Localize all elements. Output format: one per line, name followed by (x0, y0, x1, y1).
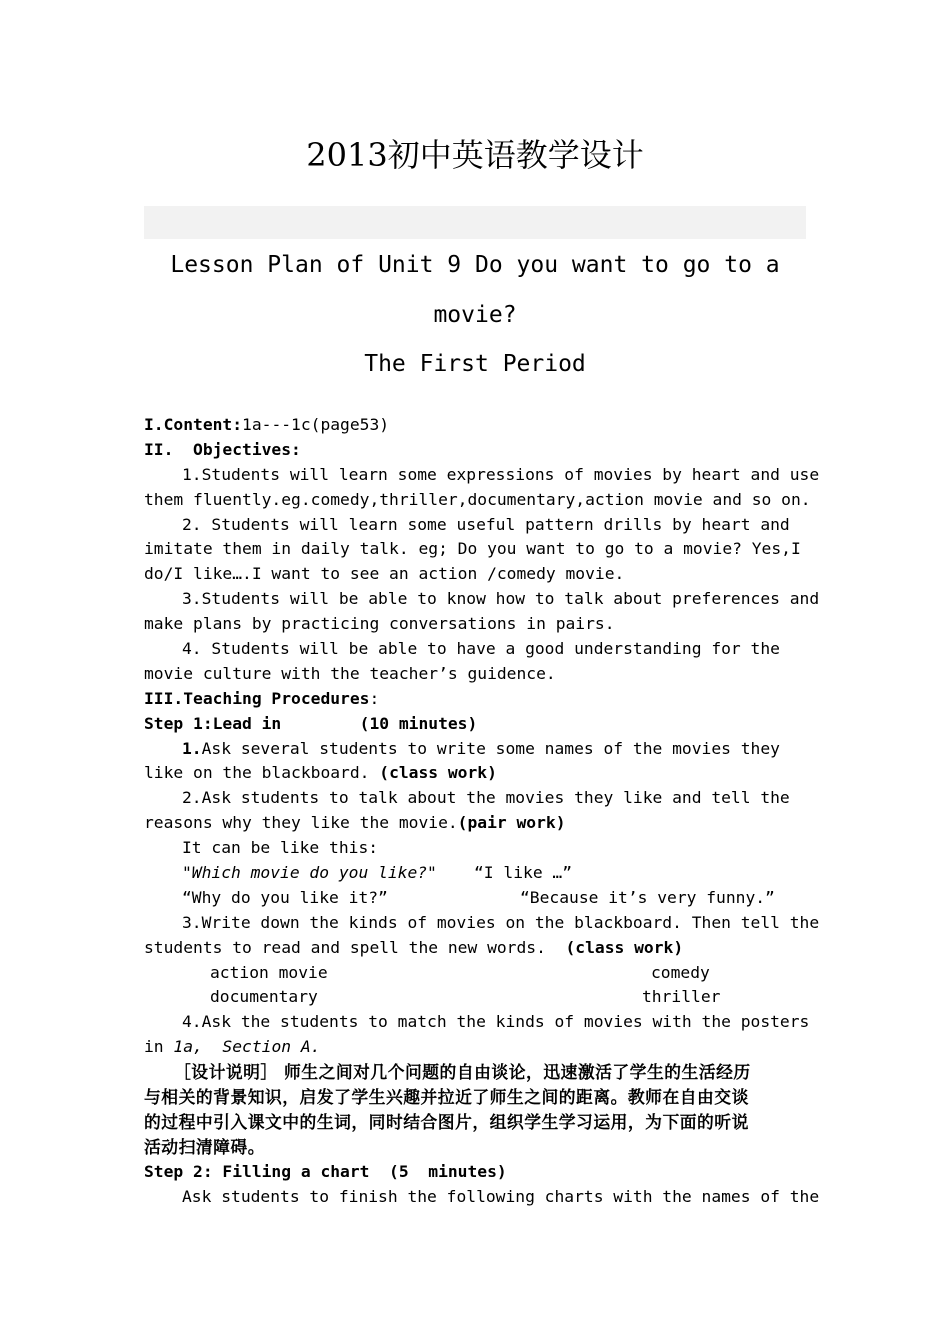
design-note-line-1: ［设计说明］ 师生之间对几个问题的自由谈论，迅速激活了学生的生活经历 (174, 1062, 751, 1083)
step-1-item-2-text: reasons why they like the movie. (144, 813, 458, 833)
objective-4-line-2: movie culture with the teacher’s guidence. (144, 663, 556, 683)
objective-3-line-2: make plans by practicing conversations in pairs. (144, 614, 615, 634)
step-1-item-1-text: Ask several students to write some names of the movies they (201, 738, 780, 758)
step-1-item-2-line-1: 2.Ask students to talk about the movies they like and tell the (182, 788, 790, 808)
objective-2-line-3: do/I like….I want to see an action /comedy movie. (144, 564, 625, 584)
document-title: 2013初中英语教学设计 (306, 136, 644, 174)
pair-work-tag: (pair work) (457, 813, 566, 833)
lesson-title-line-1: Lesson Plan of Unit 9 Do you want to go to a (170, 252, 780, 278)
step-1-item-3-line-2 (144, 936, 806, 961)
lesson-title-line-2: movie? (433, 302, 517, 328)
design-note-line-2: 与相关的背景知识，启发了学生兴趣并拉近了师生之间的距离。教师在自由交谈 (144, 1087, 749, 1108)
step-1-item-3-line-1: 3.Write down the kinds of movies on the blackboard. Then tell the (182, 912, 820, 932)
objective-3-line-1: 3.Students will be able to know how to talk about preferences and (182, 589, 820, 609)
step-2-heading: Step 2: Filling a chart (5 minutes) (144, 1161, 507, 1181)
movie-kind-action: action movie (210, 962, 328, 982)
procedures-heading-line (144, 687, 806, 712)
dialog-2-answer: “Because it’s very funny.” (520, 887, 775, 907)
step-1-item-3-text: students to read and spell the new words. (144, 937, 566, 957)
movie-kinds-row-1 (144, 961, 806, 986)
dialog-2-question: “Why do you like it?” (182, 887, 388, 907)
dialog-1-question: "Which movie do you like?" (182, 863, 437, 883)
objective-2-line-2: imitate them in daily talk. eg; Do you want to go to a movie? Yes,I (144, 539, 801, 559)
step-1-item-1-text-2: like on the blackboard. (144, 763, 380, 783)
example-intro: It can be like this: (182, 838, 379, 858)
shaded-divider (144, 206, 806, 239)
design-note-line-3: 的过程中引入课文中的生词，同时结合图片，组织学生学习运用，为下面的听说 (144, 1111, 749, 1132)
objective-1-line-2: them fluently.eg.comedy,thriller,documentary,action movie and so on. (144, 489, 811, 509)
movie-kind-comedy: comedy (651, 962, 710, 982)
dialog-line-1 (144, 861, 806, 886)
step-1-item-1-line-2 (144, 761, 806, 786)
step-1-heading: Step 1:Lead in (10 minutes) (144, 713, 478, 733)
class-work-tag: (class work) (379, 763, 497, 783)
movie-kind-thriller: thriller (642, 987, 721, 1007)
step-1-item-4-line-2 (144, 1035, 806, 1060)
section-reference: 1a, Section A. (173, 1037, 321, 1057)
design-note-line-4: 活动扫清障碍。 (144, 1136, 265, 1157)
movie-kind-documentary: documentary (210, 987, 318, 1007)
movie-kinds-row-2 (144, 985, 806, 1010)
procedures-colon: : (369, 688, 380, 708)
step-1-item-4-text: in (144, 1037, 174, 1057)
objective-2-line-1: 2. Students will learn some useful pattern drills by heart and (182, 514, 790, 534)
dialog-line-2 (144, 886, 806, 911)
step-2-line-1: Ask students to finish the following charts with the names of the (182, 1186, 820, 1206)
step-1-item-1-line-1 (144, 737, 806, 762)
content-line (144, 413, 806, 438)
objective-4-line-1: 4. Students will be able to have a good understanding for the (182, 639, 780, 659)
content-value: 1a---1c(page53) (242, 415, 390, 434)
objectives-heading: II. Objectives: (144, 439, 301, 459)
class-work-tag-2: (class work) (565, 937, 684, 957)
step-1-item-1-number: 1. (182, 738, 202, 758)
document-body (144, 413, 820, 1210)
procedures-heading: III.Teaching Procedures (144, 688, 370, 708)
objective-1-line-1: 1.Students will learn some expressions of movies by heart and use (182, 464, 820, 484)
dialog-1-answer: “I like …” (474, 863, 573, 883)
step-1-item-2-line-2 (144, 811, 806, 836)
content-label: I.Content: (144, 415, 243, 434)
step-1-item-4-line-1: 4.Ask the students to match the kinds of movies with the posters (182, 1012, 810, 1032)
period-title: The First Period (364, 351, 586, 377)
